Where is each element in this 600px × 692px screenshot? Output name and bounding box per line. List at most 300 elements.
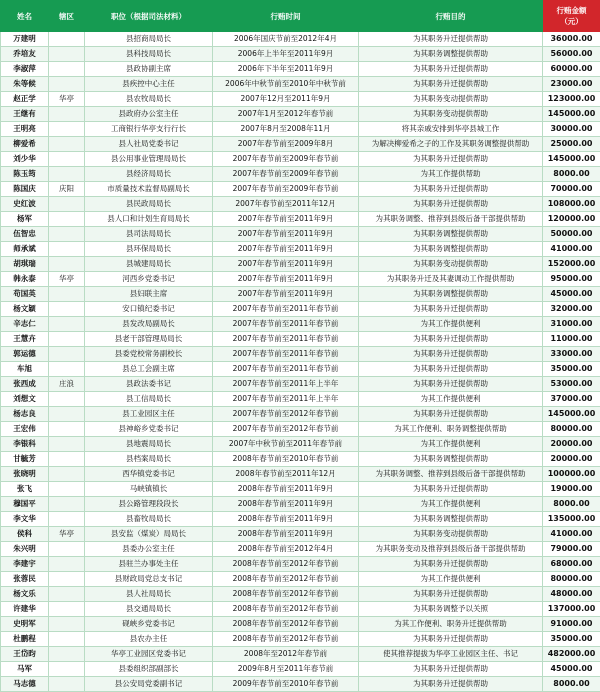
cell-purpose: 为其职务升迁提供帮助 — [359, 557, 543, 572]
cell-time: 2007年春节前至2009年春节前 — [213, 152, 359, 167]
table-row — [1, 77, 600, 92]
cell-time: 2007年春节前至2009年春节前 — [213, 182, 359, 197]
cell-time: 2008年春节前至2012年春节前 — [213, 602, 359, 617]
cell-region — [49, 542, 85, 557]
table-row — [1, 137, 600, 152]
cell-position: 市质量技术监督局副局长 — [85, 182, 213, 197]
cell-purpose: 为其职务调整、推荐到县级后备干部提供帮助 — [359, 467, 543, 482]
cell-time: 2007年春节前至2011年春节前 — [213, 302, 359, 317]
cell-purpose: 为其职务调整、推荐到县级后备干部提供帮助 — [359, 212, 543, 227]
cell-amount: 32000.00 — [543, 302, 600, 317]
header-region: 辖区 — [49, 1, 85, 32]
cell-position: 县经济局局长 — [85, 167, 213, 182]
cell-position: 县驻兰办事处主任 — [85, 557, 213, 572]
cell-region — [49, 32, 85, 47]
cell-amount: 41000.00 — [543, 527, 600, 542]
cell-time: 2008年春节前至2010年春节前 — [213, 452, 359, 467]
table-row — [1, 287, 600, 302]
cell-name: 柳爱希 — [1, 137, 49, 152]
table-row — [1, 437, 600, 452]
cell-purpose: 为其工作便利、职务调整提供帮助 — [359, 422, 543, 437]
cell-purpose: 为其职务升迁提供帮助 — [359, 332, 543, 347]
cell-time: 2007年春节前至2011年9月 — [213, 242, 359, 257]
cell-region — [49, 122, 85, 137]
cell-region — [49, 227, 85, 242]
cell-purpose: 为其工作提供帮助 — [359, 167, 543, 182]
cell-amount: 20000.00 — [543, 437, 600, 452]
cell-position: 县科技局局长 — [85, 47, 213, 62]
cell-time: 2007年春节前至2011年9月 — [213, 272, 359, 287]
cell-time: 2008年春节前至2011年9月 — [213, 497, 359, 512]
cell-purpose: 为其职务变动提供帮助 — [359, 527, 543, 542]
cell-region — [49, 647, 85, 662]
cell-region — [49, 47, 85, 62]
cell-purpose: 为解决柳爱希之子的工作及其职务调整提供帮助 — [359, 137, 543, 152]
cell-position: 县疾控中心主任 — [85, 77, 213, 92]
table-row — [1, 527, 600, 542]
cell-purpose: 为其职务升迁提供帮助 — [359, 407, 543, 422]
cell-purpose: 为其职务升迁提供帮助 — [359, 677, 543, 692]
cell-purpose: 为其工作提供便利 — [359, 392, 543, 407]
cell-purpose: 将其亲戚安排到华亭县城工作 — [359, 122, 543, 137]
cell-purpose: 为其职务升迁提供帮助 — [359, 347, 543, 362]
cell-position: 县农办主任 — [85, 632, 213, 647]
cell-time: 2008年春节前至2012年春节前 — [213, 617, 359, 632]
cell-name: 马军 — [1, 662, 49, 677]
table-row — [1, 152, 600, 167]
cell-time: 2007年1月至2012年春节前 — [213, 107, 359, 122]
cell-amount: 70000.00 — [543, 182, 600, 197]
cell-region — [49, 632, 85, 647]
cell-amount: 30000.00 — [543, 122, 600, 137]
cell-purpose: 为其职务升迁提供帮助 — [359, 32, 543, 47]
cell-position: 县公路管理段段长 — [85, 497, 213, 512]
cell-time: 2008年春节前至2011年12月 — [213, 467, 359, 482]
cell-name: 张晓明 — [1, 467, 49, 482]
cell-purpose: 为其职务变动提供帮助 — [359, 92, 543, 107]
cell-region — [49, 392, 85, 407]
cell-name: 杨文乐 — [1, 587, 49, 602]
cell-name: 万建明 — [1, 32, 49, 47]
header-purpose: 行贿目的 — [359, 1, 543, 32]
cell-amount: 482000.00 — [543, 647, 600, 662]
cell-amount: 100000.00 — [543, 467, 600, 482]
cell-region — [49, 512, 85, 527]
cell-position: 安口镇纪委书记 — [85, 302, 213, 317]
cell-amount: 56000.00 — [543, 47, 600, 62]
cell-name: 乔培友 — [1, 47, 49, 62]
cell-amount: 91000.00 — [543, 617, 600, 632]
cell-purpose: 为其职务升迁提供帮助 — [359, 77, 543, 92]
cell-name: 王明亮 — [1, 122, 49, 137]
cell-amount: 45000.00 — [543, 662, 600, 677]
table-row — [1, 362, 600, 377]
cell-name: 史明军 — [1, 617, 49, 632]
cell-amount: 80000.00 — [543, 422, 600, 437]
table-row — [1, 47, 600, 62]
cell-position: 县公安局党委副书记 — [85, 677, 213, 692]
cell-region: 庆阳 — [49, 182, 85, 197]
cell-purpose: 为其工作提供便利 — [359, 572, 543, 587]
cell-position: 县交通局局长 — [85, 602, 213, 617]
cell-amount: 23000.00 — [543, 77, 600, 92]
table-row — [1, 167, 600, 182]
table-row — [1, 302, 600, 317]
cell-name: 车旭 — [1, 362, 49, 377]
cell-purpose: 为其工作提供便利 — [359, 317, 543, 332]
table-row — [1, 347, 600, 362]
table-row — [1, 422, 600, 437]
cell-region — [49, 137, 85, 152]
cell-name: 甘毓芳 — [1, 452, 49, 467]
table-row — [1, 182, 600, 197]
cell-position: 马峡镇镇长 — [85, 482, 213, 497]
cell-purpose: 为其职务调整提供帮助 — [359, 287, 543, 302]
cell-name: 辛志仁 — [1, 317, 49, 332]
cell-purpose: 为其职务升迁提供帮助 — [359, 362, 543, 377]
cell-region — [49, 62, 85, 77]
cell-name: 王慧卉 — [1, 332, 49, 347]
table-row — [1, 662, 600, 677]
cell-position: 县司法局局长 — [85, 227, 213, 242]
cell-purpose: 为其职务升迁提供帮助 — [359, 482, 543, 497]
cell-region — [49, 332, 85, 347]
cell-region — [49, 362, 85, 377]
cell-name: 杜鹏程 — [1, 632, 49, 647]
cell-name: 刘想文 — [1, 392, 49, 407]
cell-region: 庄浪 — [49, 377, 85, 392]
cell-amount: 152000.00 — [543, 257, 600, 272]
cell-time: 2008年春节前至2012年春节前 — [213, 587, 359, 602]
cell-name: 杨军 — [1, 212, 49, 227]
header-time: 行贿时间 — [213, 1, 359, 32]
table-row — [1, 212, 600, 227]
table-row — [1, 602, 600, 617]
header-name: 姓名 — [1, 1, 49, 32]
cell-amount: 80000.00 — [543, 572, 600, 587]
cell-time: 2007年春节前至2011年12月 — [213, 197, 359, 212]
cell-amount: 60000.00 — [543, 62, 600, 77]
table-row — [1, 497, 600, 512]
cell-amount: 120000.00 — [543, 212, 600, 227]
cell-purpose: 为其职务升迁提供帮助 — [359, 302, 543, 317]
cell-purpose: 为其职务调整提供帮助 — [359, 227, 543, 242]
cell-region — [49, 452, 85, 467]
header-position: 职位（根据司法材料） — [85, 1, 213, 32]
cell-name: 许建华 — [1, 602, 49, 617]
cell-time: 2006年国庆节前至2012年4月 — [213, 32, 359, 47]
cell-amount: 145000.00 — [543, 152, 600, 167]
cell-purpose: 为其职务变动及推荐到县级后备干部提供帮助 — [359, 542, 543, 557]
cell-amount: 135000.00 — [543, 512, 600, 527]
cell-purpose: 使其推荐提拔为华亭工业园区主任、书记 — [359, 647, 543, 662]
cell-position: 县总工会副主席 — [85, 362, 213, 377]
cell-region — [49, 437, 85, 452]
cell-position: 县公用事业管理局局长 — [85, 152, 213, 167]
cell-region — [49, 152, 85, 167]
cell-name: 韩永泰 — [1, 272, 49, 287]
cell-name: 苟国英 — [1, 287, 49, 302]
cell-purpose: 为其职务升迁及其妻调动工作提供帮助 — [359, 272, 543, 287]
cell-name: 杨文颖 — [1, 302, 49, 317]
cell-time: 2007年中秋节前至2011年春节前 — [213, 437, 359, 452]
cell-position: 县档案局局长 — [85, 452, 213, 467]
table-row — [1, 197, 600, 212]
cell-region: 华亭 — [49, 527, 85, 542]
cell-region — [49, 497, 85, 512]
table-row — [1, 272, 600, 287]
table-row — [1, 452, 600, 467]
cell-time: 2007年12月至2011年9月 — [213, 92, 359, 107]
cell-region — [49, 467, 85, 482]
table-body — [1, 32, 600, 692]
cell-time: 2006年下半年至2011年9月 — [213, 62, 359, 77]
cell-region — [49, 602, 85, 617]
table-row — [1, 392, 600, 407]
cell-region — [49, 617, 85, 632]
cell-region — [49, 677, 85, 692]
cell-region — [49, 587, 85, 602]
cell-purpose: 为其职务升迁提供帮助 — [359, 62, 543, 77]
cell-region — [49, 212, 85, 227]
cell-name: 张西成 — [1, 377, 49, 392]
cell-position: 县人社局党委书记 — [85, 137, 213, 152]
cell-region — [49, 407, 85, 422]
cell-position: 县发改局副局长 — [85, 317, 213, 332]
cell-purpose: 为其职务调整提供帮助 — [359, 452, 543, 467]
table-row — [1, 92, 600, 107]
cell-amount: 33000.00 — [543, 347, 600, 362]
cell-position: 县神峪乡党委书记 — [85, 422, 213, 437]
table-row — [1, 482, 600, 497]
cell-position: 县民政局局长 — [85, 197, 213, 212]
cell-time: 2008年春节前至2012年4月 — [213, 542, 359, 557]
cell-purpose: 为其工作便利、职务升迁提供帮助 — [359, 617, 543, 632]
cell-amount: 79000.00 — [543, 542, 600, 557]
cell-name: 郭运德 — [1, 347, 49, 362]
cell-amount: 8000.00 — [543, 167, 600, 182]
cell-name: 刘少华 — [1, 152, 49, 167]
cell-time: 2007年春节前至2011年9月 — [213, 287, 359, 302]
table-row — [1, 377, 600, 392]
cell-time: 2006年上半年至2011年9月 — [213, 47, 359, 62]
header-row — [1, 1, 600, 32]
cell-purpose: 为其职务升迁提供帮助 — [359, 662, 543, 677]
cell-amount: 145000.00 — [543, 407, 600, 422]
table-row — [1, 677, 600, 692]
cell-position: 县畜牧局局长 — [85, 512, 213, 527]
cell-position: 县老干部管理局局长 — [85, 332, 213, 347]
cell-position: 县委党校常务副校长 — [85, 347, 213, 362]
cell-amount: 53000.00 — [543, 377, 600, 392]
cell-amount: 35000.00 — [543, 632, 600, 647]
cell-purpose: 为其职务升迁提供帮助 — [359, 152, 543, 167]
cell-time: 2008年春节前至2012年春节前 — [213, 572, 359, 587]
cell-name: 李文华 — [1, 512, 49, 527]
cell-region — [49, 107, 85, 122]
cell-position: 县委办公室主任 — [85, 542, 213, 557]
cell-position: 县地震局局长 — [85, 437, 213, 452]
cell-position: 砚峡乡党委书记 — [85, 617, 213, 632]
cell-position: 县人社局局长 — [85, 587, 213, 602]
cell-amount: 8000.00 — [543, 497, 600, 512]
cell-time: 2007年春节前至2012年春节前 — [213, 422, 359, 437]
table-row — [1, 317, 600, 332]
cell-name: 王宏伟 — [1, 422, 49, 437]
cell-time: 2008年春节前至2012年春节前 — [213, 632, 359, 647]
cell-amount: 45000.00 — [543, 287, 600, 302]
table-row — [1, 107, 600, 122]
cell-name: 朱等候 — [1, 77, 49, 92]
cell-position: 县城建局局长 — [85, 257, 213, 272]
cell-region — [49, 572, 85, 587]
cell-purpose: 为其职务变动提供帮助 — [359, 107, 543, 122]
cell-position: 县工信局局长 — [85, 392, 213, 407]
cell-name: 胡琪瑞 — [1, 257, 49, 272]
cell-position: 县招商局局长 — [85, 32, 213, 47]
table-row — [1, 257, 600, 272]
cell-amount: 19000.00 — [543, 482, 600, 497]
cell-purpose: 为其职务调整予以关照 — [359, 602, 543, 617]
cell-time: 2007年春节前至2012年春节前 — [213, 407, 359, 422]
cell-purpose: 为其职务升迁提供帮助 — [359, 377, 543, 392]
cell-time: 2007年春节前至2011年9月 — [213, 227, 359, 242]
cell-region — [49, 662, 85, 677]
cell-position: 县环保局局长 — [85, 242, 213, 257]
table-row — [1, 242, 600, 257]
cell-amount: 8000.00 — [543, 677, 600, 692]
cell-purpose: 为其工作提供便利 — [359, 437, 543, 452]
cell-time: 2007年春节前至2011年春节前 — [213, 347, 359, 362]
cell-purpose: 为其职务调整提供帮助 — [359, 512, 543, 527]
cell-region — [49, 167, 85, 182]
cell-name: 朱兴明 — [1, 542, 49, 557]
table-row — [1, 617, 600, 632]
cell-purpose: 为其职务调整提供帮助 — [359, 242, 543, 257]
cell-name: 马志德 — [1, 677, 49, 692]
cell-time: 2007年春节前至2011年春节前 — [213, 317, 359, 332]
cell-purpose: 为其职务变动提供帮助 — [359, 257, 543, 272]
cell-time: 2008年春节前至2011年9月 — [213, 527, 359, 542]
cell-position: 县妇联主席 — [85, 287, 213, 302]
cell-position: 县财政局党总支书记 — [85, 572, 213, 587]
cell-region — [49, 197, 85, 212]
cell-time: 2006年中秋节前至2010年中秋节前 — [213, 77, 359, 92]
cell-name: 师承斌 — [1, 242, 49, 257]
cell-position: 县农牧局局长 — [85, 92, 213, 107]
cell-time: 2007年春节前至2009年春节前 — [213, 167, 359, 182]
cell-time: 2007年8月至2008年11月 — [213, 122, 359, 137]
cell-name: 侯科 — [1, 527, 49, 542]
cell-purpose: 为其职务升迁提供帮助 — [359, 197, 543, 212]
cell-position: 县政法委书记 — [85, 377, 213, 392]
header-amount-line1: 行贿金额 — [543, 5, 600, 16]
cell-region — [49, 422, 85, 437]
table-row — [1, 557, 600, 572]
cell-position: 县人口和计划生育局局长 — [85, 212, 213, 227]
cell-position: 西华镇党委书记 — [85, 467, 213, 482]
cell-position: 县工业园区主任 — [85, 407, 213, 422]
cell-position: 县政府办公室主任 — [85, 107, 213, 122]
cell-name: 王继有 — [1, 107, 49, 122]
cell-region: 华亭 — [49, 272, 85, 287]
cell-time: 2009年春节前至2010年春节前 — [213, 677, 359, 692]
table-row — [1, 632, 600, 647]
cell-amount: 25000.00 — [543, 137, 600, 152]
cell-time: 2007年春节前至2011年上半年 — [213, 392, 359, 407]
cell-amount: 123000.00 — [543, 92, 600, 107]
cell-name: 张蓉民 — [1, 572, 49, 587]
cell-time: 2007年春节前至2011年春节前 — [213, 332, 359, 347]
cell-region — [49, 77, 85, 92]
cell-time: 2007年春节前至2011年上半年 — [213, 377, 359, 392]
cell-position: 县安监（煤炭）局局长 — [85, 527, 213, 542]
cell-position: 华亭工业园区党委书记 — [85, 647, 213, 662]
cell-name: 李银科 — [1, 437, 49, 452]
cell-amount: 145000.00 — [543, 107, 600, 122]
cell-amount: 68000.00 — [543, 557, 600, 572]
cell-region — [49, 302, 85, 317]
cell-region: 华亭 — [49, 92, 85, 107]
cell-name: 陈玉筠 — [1, 167, 49, 182]
cell-time: 2008年至2012年春节前 — [213, 647, 359, 662]
cell-name: 陈国庆 — [1, 182, 49, 197]
cell-region — [49, 557, 85, 572]
cell-amount: 41000.00 — [543, 242, 600, 257]
cell-name: 史红波 — [1, 197, 49, 212]
cell-amount: 48000.00 — [543, 587, 600, 602]
table-row — [1, 512, 600, 527]
cell-time: 2007年春节前至2011年9月 — [213, 212, 359, 227]
table-row — [1, 227, 600, 242]
table-row — [1, 62, 600, 77]
cell-amount: 95000.00 — [543, 272, 600, 287]
cell-name: 张飞 — [1, 482, 49, 497]
table-row — [1, 467, 600, 482]
cell-name: 李建宇 — [1, 557, 49, 572]
cell-time: 2009年8月至2011年春节前 — [213, 662, 359, 677]
cell-position: 县政协副主席 — [85, 62, 213, 77]
table-row — [1, 647, 600, 662]
cell-region — [49, 482, 85, 497]
cell-amount: 108000.00 — [543, 197, 600, 212]
cell-time: 2007年春节前至2011年9月 — [213, 257, 359, 272]
table-row — [1, 122, 600, 137]
cell-position: 河西乡党委书记 — [85, 272, 213, 287]
cell-amount: 37000.00 — [543, 392, 600, 407]
cell-purpose: 为其职务调整提供帮助 — [359, 47, 543, 62]
table-row — [1, 587, 600, 602]
table-row — [1, 572, 600, 587]
cell-name: 李淑萍 — [1, 62, 49, 77]
cell-region — [49, 257, 85, 272]
cell-purpose: 为其职务升迁提供帮助 — [359, 632, 543, 647]
cell-position: 工商银行华亭支行行长 — [85, 122, 213, 137]
cell-amount: 35000.00 — [543, 362, 600, 377]
table-row — [1, 32, 600, 47]
cell-region — [49, 242, 85, 257]
cell-amount: 31000.00 — [543, 317, 600, 332]
cell-purpose: 为其职务升迁提供帮助 — [359, 587, 543, 602]
header-amount — [543, 1, 600, 32]
cell-name: 杨志良 — [1, 407, 49, 422]
cell-amount: 50000.00 — [543, 227, 600, 242]
cell-amount: 20000.00 — [543, 452, 600, 467]
table-row — [1, 332, 600, 347]
cell-position: 县委组织部副部长 — [85, 662, 213, 677]
cell-name: 赵正学 — [1, 92, 49, 107]
cell-time: 2007年春节前至2011年春节前 — [213, 362, 359, 377]
